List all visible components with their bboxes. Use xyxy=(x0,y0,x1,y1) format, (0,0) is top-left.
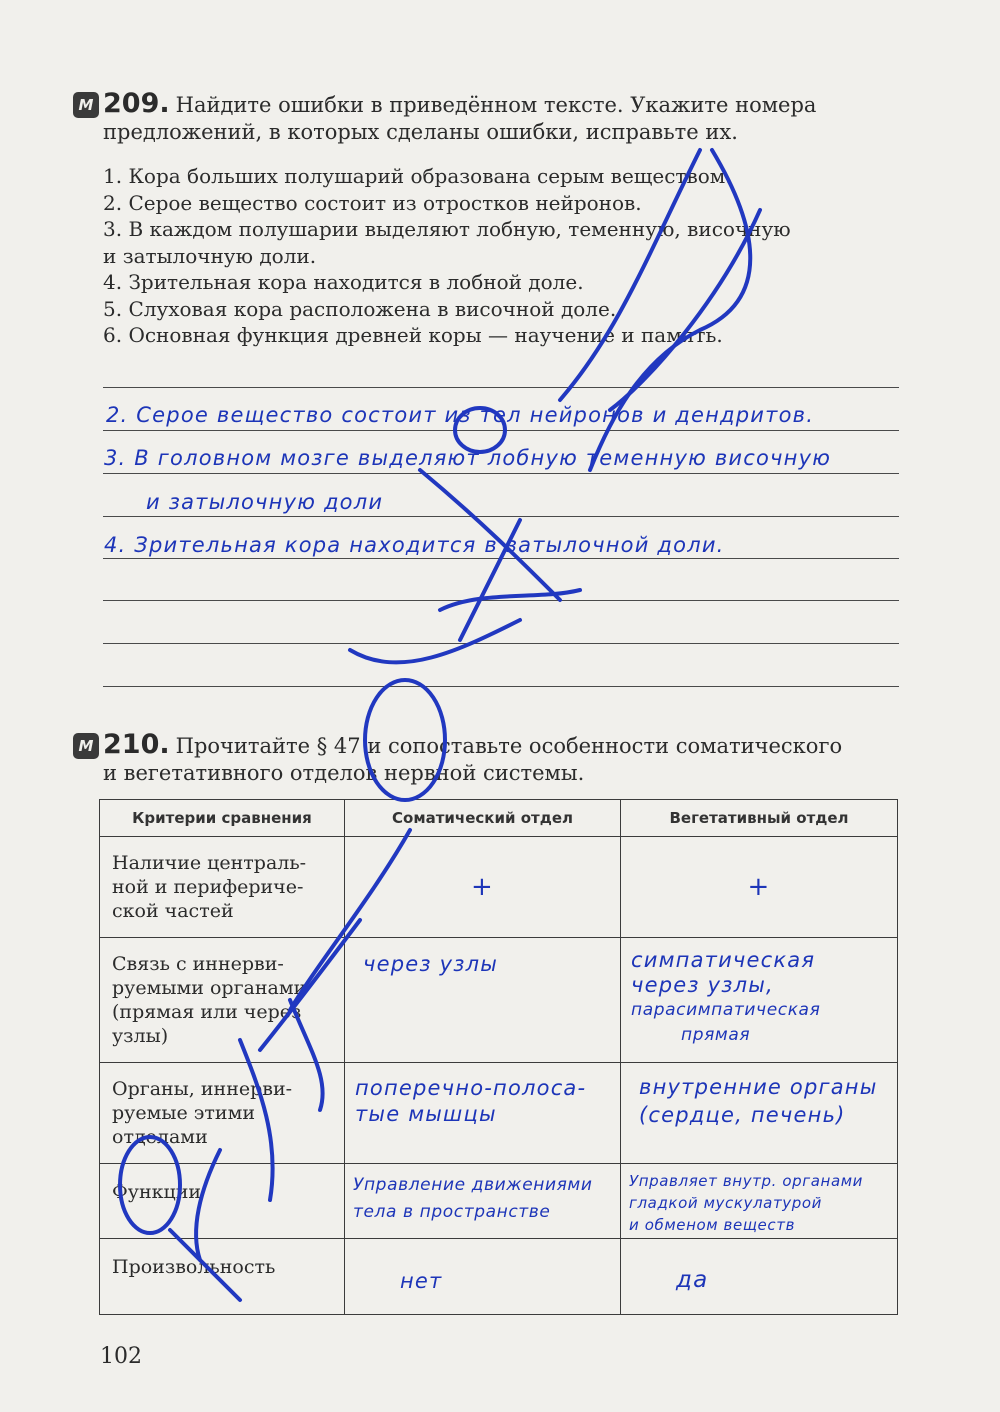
answer-line xyxy=(103,558,899,559)
comparison-table xyxy=(99,799,898,1315)
handwritten-answer: и затылочную доли xyxy=(146,490,384,514)
vegetative-cell: + xyxy=(621,837,898,938)
criterion-cell: Произвольность xyxy=(100,1239,345,1315)
criterion-cell: Функции xyxy=(100,1164,345,1239)
statement: и затылочную доли. xyxy=(103,243,317,268)
statement: 1. Кора больших полушарий образована серым веществом. xyxy=(103,164,732,188)
statement-list xyxy=(103,163,903,349)
criterion-cell: Связь с иннерви-руемыми органами (прямая или через узлы) xyxy=(100,938,345,1063)
criterion-cell: Наличие централь-ной и перифериче-ской частей xyxy=(100,837,345,938)
answer-line xyxy=(103,473,899,474)
method-badge-icon: М xyxy=(73,733,99,759)
answer-line xyxy=(103,387,899,388)
exercise-number: 210. xyxy=(103,729,170,760)
handwritten-answer: 3. В головном мозге выделяют лобную теменную височную xyxy=(104,446,832,470)
answer-line xyxy=(103,600,899,601)
column-header: Вегетативный отдел xyxy=(621,800,898,837)
vegetative-cell: внутренние органы (сердце, печень) xyxy=(621,1063,898,1164)
table-row xyxy=(100,1063,898,1164)
criterion-cell: Органы, иннерви-руемые этими отделами xyxy=(100,1063,345,1164)
method-badge-icon: М xyxy=(73,92,99,118)
somatic-cell: через узлы xyxy=(345,938,621,1063)
column-header: Соматический отдел xyxy=(345,800,621,837)
answer-line xyxy=(103,643,899,644)
vegetative-cell: да xyxy=(621,1239,898,1315)
vegetative-cell: симпатическая через узлы, парасимпатическая прямая xyxy=(621,938,898,1063)
statement: 6. Основная функция древней коры — научение и память. xyxy=(103,323,723,347)
column-header: Критерии сравнения xyxy=(100,800,345,837)
handwritten-answer: 2. Серое вещество состоит из тел нейронов и дендритов. xyxy=(106,403,815,427)
answer-line xyxy=(103,686,899,687)
answer-line xyxy=(103,516,899,517)
table-row xyxy=(100,938,898,1063)
answer-line xyxy=(103,430,899,431)
somatic-cell: поперечно-полоса- тые мышцы xyxy=(345,1063,621,1164)
table-row xyxy=(100,837,898,938)
exercise-210-title: 210. Прочитайте § 47 и сопоставьте особенности соматического и вегетативного отделов нервной системы. xyxy=(103,729,843,785)
table-row xyxy=(100,1239,898,1315)
statement: 4. Зрительная кора находится в лобной доле. xyxy=(103,270,584,294)
page-number: 102 xyxy=(100,1344,142,1369)
table-row xyxy=(100,1164,898,1239)
somatic-cell: нет xyxy=(345,1239,621,1315)
statement: 5. Слуховая кора расположена в височной доле. xyxy=(103,296,617,321)
exercise-209-title: 209. Найдите ошибки в приведённом тексте. Укажите номера предложений, в которых сделаны ошибки, исправьте их. xyxy=(103,88,817,144)
handwritten-answer: 4. Зрительная кора находится в затылочной доли. xyxy=(104,533,725,557)
statement: 3. В каждом полушарии выделяют лобную, теменную, височную xyxy=(103,217,791,241)
scribble-stroke xyxy=(350,620,520,662)
vegetative-cell: Управляет внутр. органами гладкой мускулатурой и обменом веществ xyxy=(621,1164,898,1239)
somatic-cell: Управление движениями тела в пространстве xyxy=(345,1164,621,1239)
exercise-number: 209. xyxy=(103,88,170,119)
somatic-cell: + xyxy=(345,837,621,938)
statement: 2. Серое вещество состоит из отростков нейронов. xyxy=(103,190,642,215)
table-header-row xyxy=(100,800,898,837)
